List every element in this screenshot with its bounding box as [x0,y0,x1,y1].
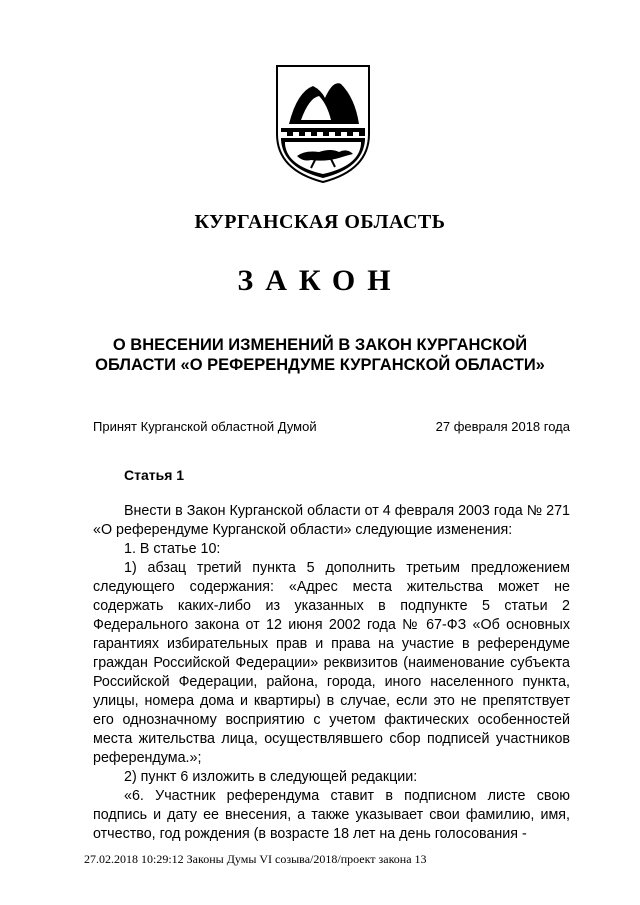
law-subject [70,335,570,375]
adopted-by: Принят Курганской областной Думой [93,419,317,434]
law-subject-line-2: ОБЛАСТИ «О РЕФЕРЕНДУМЕ КУРГАНСКОЙ ОБЛАСТИ» [95,356,545,374]
region-title: КУРГАНСКАЯ ОБЛАСТЬ [194,211,446,233]
paragraph: Внести в Закон Курганской области от 4 февраля 2003 года № 271 «О референдуме Курганской области» следующие изменения: [93,503,570,538]
law-subject-line-1: О ВНЕСЕНИИ ИЗМЕНЕНИЙ В ЗАКОН КУРГАНСКОЙ [112,336,528,354]
paragraph: 1) абзац третий пункта 5 дополнить третьим предложением следующего содержания: «Адрес места жительства может не содержать каких-либо из указанных в подпункте 5 статьи 2 Федерального закона от 12 июня 2002 года № 67-ФЗ «Об основных гарантиях избирательных прав и права на участие в референдуме граждан Российской Федерации» реквизитов (наименование субъекта Российской Федерации, района, города, иного населенного пункта, улицы, номера дома и квартиры) в случае, если это не препятствует его однозначному восприятию с учетом фактических особенностей места жительства лица, осуществлявшего сбор подписей участников референдума.»; [93,560,570,766]
article-body [93,502,570,844]
paragraph: 1. В статье 10: [124,541,221,557]
article-title: Статья 1 [124,467,185,483]
document-type: ЗАКОН [237,264,403,297]
footer-path: 27.02.2018 10:29:12 Законы Думы VI созыва/2018/проект закона 13 [84,852,427,866]
adoption-date: 27 февраля 2018 года [435,419,570,434]
paragraph: «6. Участник референдума ставит в подписном листе свою подпись и дату ее внесения, а также указывает свои фамилию, имя, отчество, год рождения (в возрасте 18 лет на день голосования - [93,788,570,842]
coat-of-arms-icon [275,62,371,184]
paragraph: 2) пункт 6 изложить в следующей редакции: [124,769,418,785]
